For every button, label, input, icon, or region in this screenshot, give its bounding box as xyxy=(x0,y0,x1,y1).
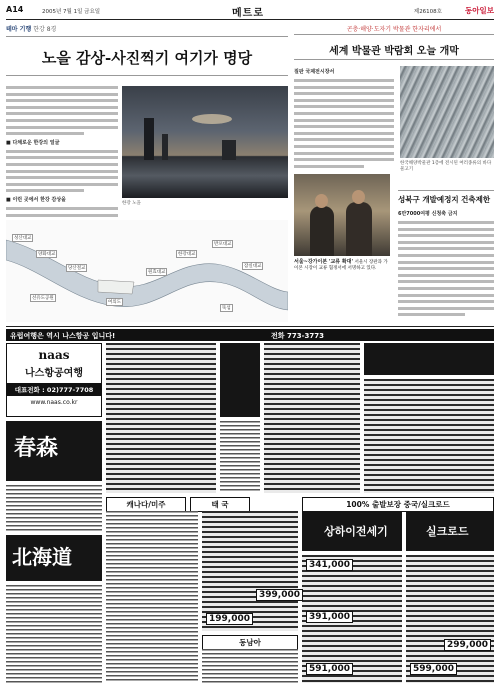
ad-text-block xyxy=(6,585,102,683)
map-label: 선유도공원 xyxy=(32,296,54,301)
ad-text-block xyxy=(6,485,102,531)
feature-headline: 노을 감상-사진찍기 여기가 명당 xyxy=(6,36,288,76)
expo-body xyxy=(294,66,394,171)
price-tag: 199,000 xyxy=(206,613,253,625)
development-subhead: 6만7000여평 신청축 금지 xyxy=(398,211,458,217)
ad-banner-text: 유럽여행은 역시 나스항공 입니다! xyxy=(10,332,116,340)
expo-byline: 질판 국제전시장서 xyxy=(294,69,335,75)
ad-listing xyxy=(106,343,216,493)
ceremony-photo xyxy=(294,174,390,256)
agency-name: 나스항공여행 xyxy=(25,368,83,379)
shanghai-ad: 상하이전세기 xyxy=(324,525,388,538)
issue-number: 제26108호 xyxy=(413,9,442,15)
price-tag: 399,000 xyxy=(256,589,303,601)
fish-exhibit-photo xyxy=(400,66,494,158)
ad-label: 태 국 xyxy=(190,497,250,512)
price-tag: 599,000 xyxy=(410,663,457,675)
feature-subhead-1: ■ 다채로운 한강의 얼굴 xyxy=(6,139,60,146)
ceremony-caption xyxy=(294,258,390,271)
ad-text-block xyxy=(220,421,260,493)
ad-label: 100% 출발보장 중국/실크로드 xyxy=(302,497,494,512)
development-headline: 성북구 개발예정지 건축제한 xyxy=(398,190,494,205)
map-label: 양화대교 xyxy=(38,252,56,257)
price-tag: 591,000 xyxy=(306,663,353,675)
feature-body xyxy=(6,86,118,233)
brand-ad-1: 春森 xyxy=(14,435,59,461)
ceremony-caption-title: 서울~강가이본 '교류 확대' xyxy=(294,259,354,265)
river-sunset-photo xyxy=(122,86,288,198)
brand-ad-2: 北海道 xyxy=(12,545,72,569)
map-label: 여의도 xyxy=(108,300,122,305)
kicker-author: 한강 8경 xyxy=(33,26,57,33)
map-label: 원효대교 xyxy=(148,270,166,275)
map-label: 한강대교 xyxy=(178,252,196,257)
section-title: 메트로 xyxy=(232,8,264,19)
agency-logo: naas xyxy=(38,348,70,362)
advertisement-section xyxy=(6,326,494,686)
masthead xyxy=(6,3,494,20)
ad-block xyxy=(220,343,260,417)
agency-phone: 대표전화 : 02)777-7708 xyxy=(7,383,101,396)
ad-block xyxy=(364,343,494,375)
price-tag: 391,000 xyxy=(306,611,353,623)
map-label: 당산철교 xyxy=(68,266,86,271)
publication-date: 2005년 7월 1일 금요일 xyxy=(42,9,101,15)
ad-label: 동남아 xyxy=(202,635,298,650)
ad-banner-phone: 전화 773-3773 xyxy=(271,332,324,340)
map-label: 반포대교 xyxy=(214,242,232,247)
price-tag: 299,000 xyxy=(444,639,491,651)
kicker-label: 테마 기행 xyxy=(6,26,32,33)
ad-text-block xyxy=(106,511,198,683)
travel-agency-ad xyxy=(6,343,102,417)
feature-article xyxy=(6,24,288,322)
feature-subhead-2: ■ 이런 곳에서 한강 감상을 xyxy=(6,196,66,203)
ceremony-caption-text: 서울시 장관과 가이본 시장이 교류 협정서에 서명하고 있다. xyxy=(294,260,388,271)
fish-photo-caption: 한국해양박물관 1층에 전시된 여러종류의 바다 물고기 xyxy=(400,161,492,172)
river-photo-caption: 한강 노을 xyxy=(122,201,141,206)
page-number: A14 xyxy=(6,5,24,14)
agency-url: www.naas.co.kr xyxy=(30,399,78,406)
ad-label: 캐나다/미주 xyxy=(106,497,186,512)
price-tag: 341,000 xyxy=(306,559,353,571)
map-label: 성산대교 xyxy=(14,236,32,241)
ad-banner xyxy=(6,329,494,341)
development-body xyxy=(398,208,494,320)
expo-kicker: 곤충·해양·도자기 박물관 한자리에서 xyxy=(346,26,442,33)
newspaper-logo: 동아일보 xyxy=(465,6,494,15)
silkroad-ad: 실크로드 xyxy=(426,525,469,538)
feature-kicker xyxy=(6,24,56,33)
ad-listing xyxy=(364,379,494,493)
map-label: 뚝섬 xyxy=(222,306,231,311)
ad-text-block xyxy=(202,649,298,683)
expo-article xyxy=(294,24,494,322)
map-label: 잠실대교 xyxy=(244,264,262,269)
ad-listing xyxy=(264,343,360,493)
han-river-map xyxy=(6,220,288,322)
expo-headline: 세계 박물관 박람회 오늘 개막 xyxy=(294,34,494,60)
